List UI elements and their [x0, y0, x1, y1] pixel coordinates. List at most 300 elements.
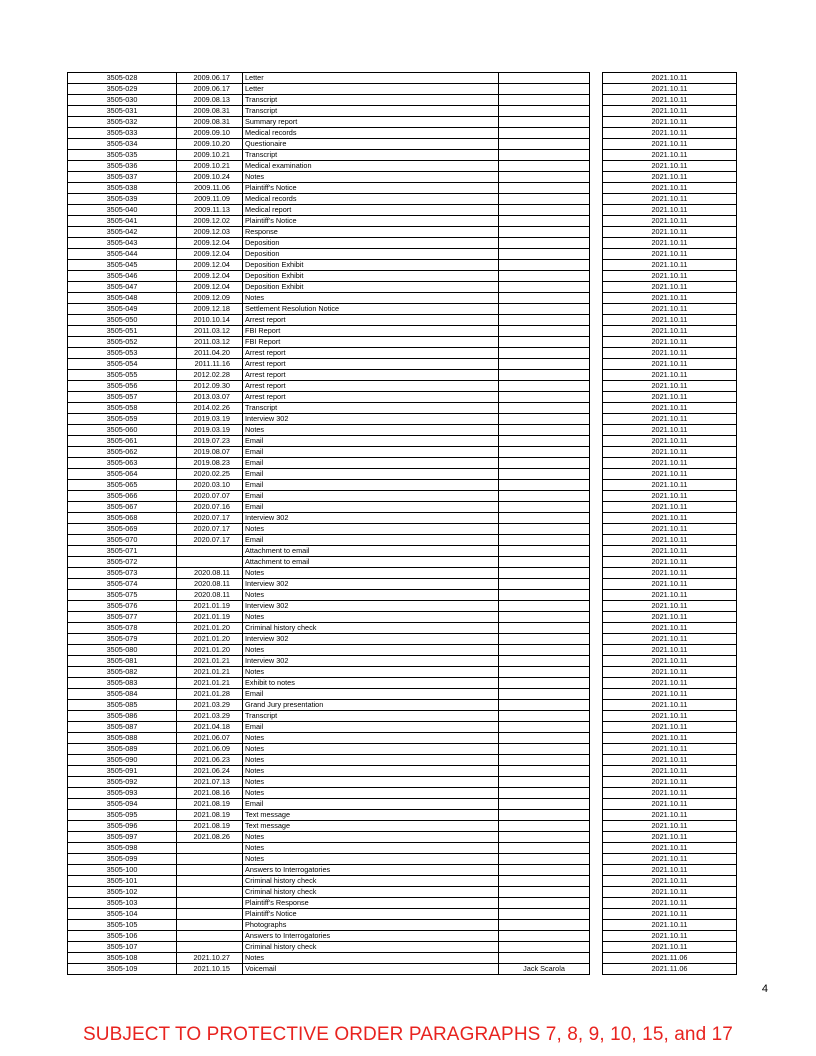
document-date-cell: 2009.12.04 — [177, 260, 243, 271]
description-cell: Transcript — [243, 403, 499, 414]
author-cell — [499, 601, 590, 612]
bates-number-cell: 3505-041 — [68, 216, 177, 227]
document-date-cell: 2021.10.27 — [177, 953, 243, 964]
spacer-cell — [590, 293, 603, 304]
production-date-cell: 2021.11.06 — [603, 953, 737, 964]
spacer-cell — [590, 359, 603, 370]
author-cell — [499, 194, 590, 205]
production-date-cell: 2021.10.11 — [603, 249, 737, 260]
document-log-body — [68, 73, 737, 975]
spacer-cell — [590, 392, 603, 403]
author-cell — [499, 755, 590, 766]
production-date-cell: 2021.10.11 — [603, 568, 737, 579]
table-row — [68, 876, 737, 887]
bates-number-cell: 3505-028 — [68, 73, 177, 84]
production-date-cell: 2021.10.11 — [603, 381, 737, 392]
description-cell: Letter — [243, 84, 499, 95]
protective-order-notice: SUBJECT TO PROTECTIVE ORDER PARAGRAPHS 7, 8, 9, 10, 15, and 17 — [83, 1024, 733, 1045]
author-cell — [499, 898, 590, 909]
author-cell — [499, 337, 590, 348]
document-date-cell: 2012.02.28 — [177, 370, 243, 381]
table-row — [68, 194, 737, 205]
table-row — [68, 755, 737, 766]
author-cell — [499, 161, 590, 172]
description-cell: Plaintiff's Response — [243, 898, 499, 909]
spacer-cell — [590, 106, 603, 117]
production-date-cell: 2021.10.11 — [603, 480, 737, 491]
bates-number-cell: 3505-087 — [68, 722, 177, 733]
description-cell: Email — [243, 502, 499, 513]
table-row — [68, 832, 737, 843]
bates-number-cell: 3505-092 — [68, 777, 177, 788]
production-date-cell: 2021.10.11 — [603, 348, 737, 359]
production-date-cell: 2021.10.11 — [603, 832, 737, 843]
bates-number-cell: 3505-079 — [68, 634, 177, 645]
production-date-cell: 2021.10.11 — [603, 931, 737, 942]
production-date-cell: 2021.10.11 — [603, 788, 737, 799]
spacer-cell — [590, 579, 603, 590]
table-row — [68, 447, 737, 458]
author-cell — [499, 403, 590, 414]
author-cell — [499, 634, 590, 645]
bates-number-cell: 3505-082 — [68, 667, 177, 678]
description-cell: Answers to Interrogatories — [243, 931, 499, 942]
author-cell — [499, 612, 590, 623]
table-row — [68, 568, 737, 579]
document-date-cell — [177, 887, 243, 898]
production-date-cell: 2021.10.11 — [603, 139, 737, 150]
document-date-cell: 2009.08.31 — [177, 117, 243, 128]
document-date-cell: 2020.08.11 — [177, 590, 243, 601]
author-cell — [499, 579, 590, 590]
spacer-cell — [590, 590, 603, 601]
spacer-cell — [590, 568, 603, 579]
bates-number-cell: 3505-098 — [68, 843, 177, 854]
spacer-cell — [590, 601, 603, 612]
spacer-cell — [590, 821, 603, 832]
document-date-cell: 2009.12.02 — [177, 216, 243, 227]
author-cell — [499, 315, 590, 326]
production-date-cell: 2021.10.11 — [603, 766, 737, 777]
document-date-cell: 2009.06.17 — [177, 84, 243, 95]
spacer-cell — [590, 777, 603, 788]
spacer-cell — [590, 502, 603, 513]
bates-number-cell: 3505-051 — [68, 326, 177, 337]
author-cell — [499, 744, 590, 755]
bates-number-cell: 3505-055 — [68, 370, 177, 381]
production-date-cell: 2021.10.11 — [603, 205, 737, 216]
author-cell — [499, 788, 590, 799]
spacer-cell — [590, 216, 603, 227]
description-cell: Text message — [243, 810, 499, 821]
document-date-cell: 2009.11.09 — [177, 194, 243, 205]
description-cell: Deposition Exhibit — [243, 260, 499, 271]
spacer-cell — [590, 546, 603, 557]
author-cell — [499, 821, 590, 832]
description-cell: Medical records — [243, 128, 499, 139]
table-row — [68, 689, 737, 700]
document-date-cell: 2009.10.21 — [177, 150, 243, 161]
production-date-cell: 2021.10.11 — [603, 128, 737, 139]
bates-number-cell: 3505-031 — [68, 106, 177, 117]
description-cell: Notes — [243, 590, 499, 601]
table-row — [68, 150, 737, 161]
document-date-cell: 2021.08.26 — [177, 832, 243, 843]
production-date-cell: 2021.10.11 — [603, 227, 737, 238]
author-cell — [499, 271, 590, 282]
bates-number-cell: 3505-032 — [68, 117, 177, 128]
document-date-cell: 2020.03.10 — [177, 480, 243, 491]
document-date-cell: 2012.09.30 — [177, 381, 243, 392]
spacer-cell — [590, 722, 603, 733]
production-date-cell: 2021.10.11 — [603, 282, 737, 293]
bates-number-cell: 3505-106 — [68, 931, 177, 942]
description-cell: Transcript — [243, 106, 499, 117]
table-row — [68, 634, 737, 645]
bates-number-cell: 3505-108 — [68, 953, 177, 964]
description-cell: Response — [243, 227, 499, 238]
document-date-cell: 2021.06.09 — [177, 744, 243, 755]
bates-number-cell: 3505-081 — [68, 656, 177, 667]
description-cell: Arrest report — [243, 370, 499, 381]
bates-number-cell: 3505-040 — [68, 205, 177, 216]
production-date-cell: 2021.10.11 — [603, 678, 737, 689]
bates-number-cell: 3505-105 — [68, 920, 177, 931]
bates-number-cell: 3505-072 — [68, 557, 177, 568]
author-cell — [499, 139, 590, 150]
table-row — [68, 711, 737, 722]
author-cell — [499, 205, 590, 216]
production-date-cell: 2021.10.11 — [603, 425, 737, 436]
description-cell: Notes — [243, 612, 499, 623]
production-date-cell: 2021.10.11 — [603, 744, 737, 755]
document-date-cell — [177, 843, 243, 854]
description-cell: Email — [243, 535, 499, 546]
document-date-cell — [177, 898, 243, 909]
bates-number-cell: 3505-053 — [68, 348, 177, 359]
spacer-cell — [590, 227, 603, 238]
author-cell — [499, 106, 590, 117]
author-cell — [499, 546, 590, 557]
document-date-cell: 2021.01.21 — [177, 656, 243, 667]
author-cell — [499, 777, 590, 788]
bates-number-cell: 3505-101 — [68, 876, 177, 887]
bates-number-cell: 3505-035 — [68, 150, 177, 161]
production-date-cell: 2021.10.11 — [603, 447, 737, 458]
author-cell — [499, 491, 590, 502]
description-cell: Notes — [243, 667, 499, 678]
table-row — [68, 733, 737, 744]
table-row — [68, 612, 737, 623]
author-cell — [499, 678, 590, 689]
table-row — [68, 73, 737, 84]
bates-number-cell: 3505-039 — [68, 194, 177, 205]
document-date-cell: 2019.03.19 — [177, 425, 243, 436]
table-row — [68, 216, 737, 227]
page-number: 4 — [761, 983, 768, 995]
document-date-cell: 2011.03.12 — [177, 326, 243, 337]
table-row — [68, 425, 737, 436]
bates-number-cell: 3505-086 — [68, 711, 177, 722]
spacer-cell — [590, 964, 603, 975]
table-row — [68, 458, 737, 469]
production-date-cell: 2021.10.11 — [603, 667, 737, 678]
spacer-cell — [590, 304, 603, 315]
author-cell — [499, 931, 590, 942]
author-cell — [499, 513, 590, 524]
table-row — [68, 84, 737, 95]
production-date-cell: 2021.10.11 — [603, 887, 737, 898]
document-date-cell: 2009.12.09 — [177, 293, 243, 304]
table-row — [68, 601, 737, 612]
description-cell: Notes — [243, 766, 499, 777]
author-cell — [499, 359, 590, 370]
description-cell: Criminal history check — [243, 942, 499, 953]
production-date-cell: 2021.10.11 — [603, 700, 737, 711]
document-date-cell: 2021.01.19 — [177, 612, 243, 623]
author-cell — [499, 623, 590, 634]
document-date-cell: 2019.08.23 — [177, 458, 243, 469]
table-row — [68, 667, 737, 678]
production-date-cell: 2021.10.11 — [603, 777, 737, 788]
document-date-cell: 2009.10.24 — [177, 172, 243, 183]
description-cell: Plaintiff's Notice — [243, 216, 499, 227]
document-date-cell: 2009.09.10 — [177, 128, 243, 139]
production-date-cell: 2021.10.11 — [603, 95, 737, 106]
description-cell: Email — [243, 458, 499, 469]
production-date-cell: 2021.10.11 — [603, 392, 737, 403]
bates-number-cell: 3505-095 — [68, 810, 177, 821]
table-row — [68, 403, 737, 414]
author-cell — [499, 656, 590, 667]
document-date-cell: 2009.12.04 — [177, 249, 243, 260]
spacer-cell — [590, 755, 603, 766]
table-row — [68, 678, 737, 689]
author-cell — [499, 469, 590, 480]
table-row — [68, 513, 737, 524]
table-row — [68, 656, 737, 667]
production-date-cell: 2021.10.11 — [603, 326, 737, 337]
table-row — [68, 260, 737, 271]
description-cell: Notes — [243, 568, 499, 579]
table-row — [68, 161, 737, 172]
document-date-cell: 2020.08.11 — [177, 579, 243, 590]
production-date-cell: 2021.10.11 — [603, 612, 737, 623]
spacer-cell — [590, 95, 603, 106]
description-cell: Notes — [243, 854, 499, 865]
spacer-cell — [590, 491, 603, 502]
production-date-cell: 2021.10.11 — [603, 304, 737, 315]
description-cell: FBI Report — [243, 326, 499, 337]
spacer-cell — [590, 887, 603, 898]
description-cell: Exhibit to notes — [243, 678, 499, 689]
description-cell: Arrest report — [243, 348, 499, 359]
author-cell — [499, 73, 590, 84]
spacer-cell — [590, 612, 603, 623]
table-row — [68, 469, 737, 480]
production-date-cell: 2021.10.11 — [603, 403, 737, 414]
table-row — [68, 491, 737, 502]
document-date-cell: 2009.10.21 — [177, 161, 243, 172]
bates-number-cell: 3505-093 — [68, 788, 177, 799]
bates-number-cell: 3505-089 — [68, 744, 177, 755]
author-cell — [499, 909, 590, 920]
bates-number-cell: 3505-104 — [68, 909, 177, 920]
spacer-cell — [590, 898, 603, 909]
table-row — [68, 777, 737, 788]
bates-number-cell: 3505-064 — [68, 469, 177, 480]
description-cell: Interview 302 — [243, 634, 499, 645]
description-cell: Plaintiff's Notice — [243, 909, 499, 920]
spacer-cell — [590, 414, 603, 425]
description-cell: Plaintiff's Notice — [243, 183, 499, 194]
description-cell: Deposition — [243, 238, 499, 249]
author-cell — [499, 502, 590, 513]
author-cell — [499, 348, 590, 359]
description-cell: Arrest report — [243, 381, 499, 392]
description-cell: Criminal history check — [243, 623, 499, 634]
production-date-cell: 2021.10.11 — [603, 271, 737, 282]
spacer-cell — [590, 128, 603, 139]
author-cell: Jack Scarola — [499, 964, 590, 975]
production-date-cell: 2021.10.11 — [603, 656, 737, 667]
bates-number-cell: 3505-054 — [68, 359, 177, 370]
document-date-cell: 2019.08.07 — [177, 447, 243, 458]
document-date-cell: 2021.10.15 — [177, 964, 243, 975]
document-date-cell: 2021.08.16 — [177, 788, 243, 799]
description-cell: Medical records — [243, 194, 499, 205]
table-row — [68, 942, 737, 953]
description-cell: Interview 302 — [243, 601, 499, 612]
spacer-cell — [590, 117, 603, 128]
description-cell: Photographs — [243, 920, 499, 931]
spacer-cell — [590, 326, 603, 337]
author-cell — [499, 876, 590, 887]
document-date-cell: 2011.04.20 — [177, 348, 243, 359]
table-row — [68, 909, 737, 920]
table-row — [68, 370, 737, 381]
table-row — [68, 414, 737, 425]
document-date-cell: 2009.12.04 — [177, 238, 243, 249]
document-date-cell: 2009.12.04 — [177, 271, 243, 282]
bates-number-cell: 3505-060 — [68, 425, 177, 436]
description-cell: Transcript — [243, 711, 499, 722]
table-row — [68, 810, 737, 821]
production-date-cell: 2021.10.11 — [603, 216, 737, 227]
table-row — [68, 590, 737, 601]
description-cell: Email — [243, 722, 499, 733]
document-date-cell: 2020.02.25 — [177, 469, 243, 480]
table-row — [68, 95, 737, 106]
document-date-cell: 2009.12.04 — [177, 282, 243, 293]
spacer-cell — [590, 469, 603, 480]
bates-number-cell: 3505-073 — [68, 568, 177, 579]
description-cell: Criminal history check — [243, 876, 499, 887]
table-row — [68, 579, 737, 590]
document-date-cell — [177, 876, 243, 887]
description-cell: Deposition — [243, 249, 499, 260]
document-date-cell — [177, 909, 243, 920]
bates-number-cell: 3505-057 — [68, 392, 177, 403]
document-date-cell: 2020.07.17 — [177, 535, 243, 546]
production-date-cell: 2021.10.11 — [603, 711, 737, 722]
bates-number-cell: 3505-080 — [68, 645, 177, 656]
document-date-cell — [177, 920, 243, 931]
author-cell — [499, 293, 590, 304]
production-date-cell: 2021.10.11 — [603, 645, 737, 656]
description-cell: Notes — [243, 293, 499, 304]
spacer-cell — [590, 810, 603, 821]
spacer-cell — [590, 183, 603, 194]
table-row — [68, 381, 737, 392]
description-cell: Notes — [243, 777, 499, 788]
bates-number-cell: 3505-075 — [68, 590, 177, 601]
document-date-cell: 2010.10.14 — [177, 315, 243, 326]
description-cell: Email — [243, 469, 499, 480]
author-cell — [499, 227, 590, 238]
bates-number-cell: 3505-029 — [68, 84, 177, 95]
document-date-cell: 2020.07.07 — [177, 491, 243, 502]
production-date-cell: 2021.10.11 — [603, 689, 737, 700]
production-date-cell: 2021.10.11 — [603, 634, 737, 645]
author-cell — [499, 590, 590, 601]
document-date-cell: 2021.03.29 — [177, 700, 243, 711]
author-cell — [499, 238, 590, 249]
document-date-cell: 2021.06.07 — [177, 733, 243, 744]
production-date-cell: 2021.10.11 — [603, 623, 737, 634]
bates-number-cell: 3505-078 — [68, 623, 177, 634]
bates-number-cell: 3505-047 — [68, 282, 177, 293]
bates-number-cell: 3505-076 — [68, 601, 177, 612]
document-date-cell — [177, 557, 243, 568]
document-date-cell — [177, 546, 243, 557]
description-cell: Attachment to email — [243, 546, 499, 557]
table-row — [68, 502, 737, 513]
author-cell — [499, 172, 590, 183]
author-cell — [499, 854, 590, 865]
bates-number-cell: 3505-068 — [68, 513, 177, 524]
table-row — [68, 722, 737, 733]
spacer-cell — [590, 161, 603, 172]
table-row — [68, 172, 737, 183]
author-cell — [499, 733, 590, 744]
author-cell — [499, 216, 590, 227]
production-date-cell: 2021.10.11 — [603, 491, 737, 502]
table-row — [68, 227, 737, 238]
author-cell — [499, 568, 590, 579]
document-date-cell — [177, 854, 243, 865]
bates-number-cell: 3505-043 — [68, 238, 177, 249]
spacer-cell — [590, 700, 603, 711]
document-date-cell: 2021.08.19 — [177, 821, 243, 832]
author-cell — [499, 535, 590, 546]
author-cell — [499, 667, 590, 678]
description-cell: Notes — [243, 524, 499, 535]
bates-number-cell: 3505-042 — [68, 227, 177, 238]
author-cell — [499, 843, 590, 854]
production-date-cell: 2021.10.11 — [603, 502, 737, 513]
spacer-cell — [590, 678, 603, 689]
production-date-cell: 2021.10.11 — [603, 73, 737, 84]
description-cell: Notes — [243, 843, 499, 854]
bates-number-cell: 3505-066 — [68, 491, 177, 502]
production-date-cell: 2021.10.11 — [603, 84, 737, 95]
table-row — [68, 337, 737, 348]
document-date-cell: 2020.07.16 — [177, 502, 243, 513]
table-row — [68, 920, 737, 931]
description-cell: Email — [243, 480, 499, 491]
table-row — [68, 898, 737, 909]
